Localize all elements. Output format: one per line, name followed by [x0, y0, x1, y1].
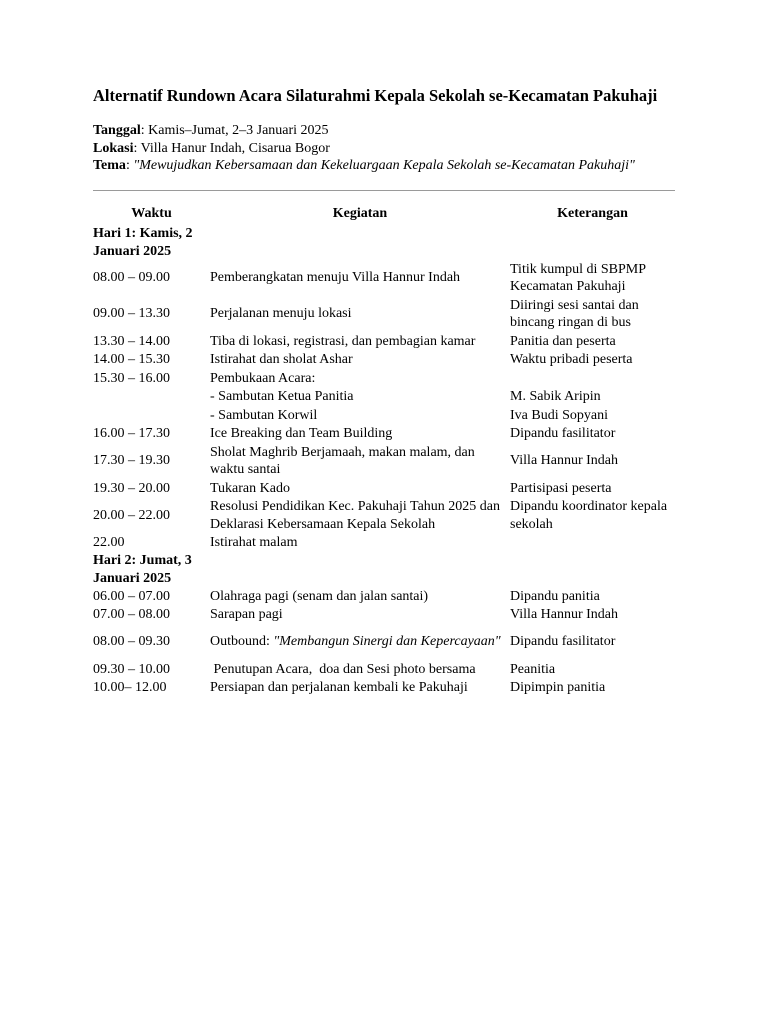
cell-note: Diiringi sesi santai dan bincang ringan di bus: [510, 297, 639, 330]
table-row: [93, 296, 675, 332]
cell-time: 08.00 – 09.30: [93, 634, 170, 650]
table-row: [93, 606, 675, 625]
lokasi-value: : Villa Hanur Indah, Cisarua Bogor: [133, 140, 330, 156]
meta-lokasi: [93, 140, 675, 158]
header-kegiatan: Kegiatan: [332, 205, 388, 221]
table-row: [93, 425, 675, 444]
cell-note: Partisipasi peserta: [510, 480, 612, 496]
cell-activity: [210, 624, 510, 660]
meta-tema: [93, 157, 675, 175]
table-row: [93, 498, 675, 534]
cell-note: Dipimpin panitia: [510, 680, 606, 695]
cell-activity: Persiapan dan perjalanan kembali ke Pakuhaji: [210, 680, 468, 695]
cell-time: 13.30 – 14.00: [93, 333, 170, 349]
cell-note: Dipandu koordinator kepala sekolah: [510, 499, 668, 532]
cell-time: [93, 406, 210, 425]
table-row: [93, 369, 675, 388]
document-page: [93, 86, 675, 697]
cell-note: Villa Hannur Indah: [510, 607, 619, 622]
cell-note: Titik kumpul di SBPMP Kecamatan Pakuhaji: [510, 261, 646, 294]
tema-label: Tema: [93, 158, 126, 173]
table-row: [93, 332, 675, 351]
cell-note: Iva Budi Sopyani: [510, 407, 608, 423]
cell-time: 20.00 – 22.00: [93, 507, 170, 523]
cell-activity: Resolusi Pendidikan Kec. Pakuhaji Tahun 2025 dan Deklarasi Kebersamaan Kepala Sekolah: [210, 499, 501, 532]
document-title: Alternatif Rundown Acara Silaturahmi Kepala Sekolah se-Kecamatan Pakuhaji: [93, 86, 658, 105]
tanggal-value: : Kamis–Jumat, 2–3 Januari 2025: [140, 123, 329, 138]
cell-note: Villa Hannur Indah: [510, 453, 619, 469]
table-header-row: [93, 203, 675, 226]
cell-time: 22.00: [93, 535, 125, 550]
day-1-heading: Hari 1: Kamis, 2 Januari 2025: [93, 226, 193, 259]
activity-prefix: Outbound:: [210, 634, 274, 650]
cell-note: Dipandu panitia: [510, 588, 600, 604]
cell-time: 17.30 – 19.30: [93, 453, 170, 469]
cell-time: 06.00 – 07.00: [93, 588, 170, 604]
day-heading-row: [93, 552, 675, 587]
cell-note: Panitia dan peserta: [510, 333, 616, 349]
cell-activity: Perjalanan menuju lokasi: [210, 306, 352, 322]
cell-activity: Penutupan Acara, doa dan Sesi photo bersama: [210, 661, 476, 677]
cell-time: [93, 388, 210, 407]
table-row: [93, 351, 675, 370]
cell-activity: Sarapan pagi: [210, 607, 283, 622]
horizontal-divider: [93, 190, 675, 191]
day-heading-row: [93, 225, 675, 260]
cell-time: 15.30 – 16.00: [93, 370, 170, 386]
cell-note: [510, 369, 675, 388]
tema-value: "Mewujudkan Kebersamaan dan Kekeluargaan Kepala Sekolah se-Kecamatan Pakuhaji": [133, 158, 635, 173]
tema-separator: :: [125, 158, 134, 173]
event-meta: [93, 122, 675, 175]
cell-note: Dipandu fasilitator: [510, 634, 616, 650]
table-row: [93, 406, 675, 425]
cell-activity: Tukaran Kado: [210, 480, 290, 496]
cell-note: M. Sabik Aripin: [510, 389, 601, 404]
day-2-heading: Hari 2: Jumat, 3 Januari 2025: [93, 553, 192, 586]
cell-activity: Tiba di lokasi, registrasi, dan pembagian kamar: [210, 333, 476, 349]
cell-time: 19.30 – 20.00: [93, 480, 170, 496]
tanggal-label: Tanggal: [93, 123, 141, 138]
table-row: [93, 260, 675, 296]
cell-time: 07.00 – 08.00: [93, 607, 170, 622]
table-row: [93, 679, 675, 698]
cell-activity: Olahraga pagi (senam dan jalan santai): [210, 588, 429, 604]
cell-time: 16.00 – 17.30: [93, 426, 170, 441]
cell-activity: Pemberangkatan menuju Villa Hannur Indah: [210, 270, 461, 286]
table-row: [93, 660, 675, 679]
cell-note: [510, 534, 675, 553]
cell-note: Waktu pribadi peserta: [510, 352, 633, 367]
cell-time: 10.00– 12.00: [93, 680, 167, 695]
cell-time: 09.00 – 13.30: [93, 306, 170, 322]
cell-activity: - Sambutan Ketua Panitia: [210, 389, 354, 404]
cell-activity: Ice Breaking dan Team Building: [210, 426, 393, 441]
cell-activity: Sholat Maghrib Berjamaah, makan malam, dan waktu santai: [210, 444, 475, 477]
cell-activity: Istirahat dan sholat Ashar: [210, 352, 353, 367]
table-row: [93, 534, 675, 553]
header-waktu: Waktu: [131, 205, 172, 221]
cell-note: Peanitia: [510, 661, 556, 677]
meta-tanggal: [93, 122, 675, 140]
rundown-table: [93, 203, 675, 698]
cell-note: Dipandu fasilitator: [510, 426, 616, 441]
cell-activity: Pembukaan Acara:: [210, 370, 316, 386]
header-keterangan: Keterangan: [557, 205, 628, 221]
table-row: [93, 479, 675, 498]
activity-emphasis: "Membangun Sinergi dan Kepercayaan": [273, 634, 501, 650]
cell-time: 14.00 – 15.30: [93, 352, 170, 367]
cell-time: 09.30 – 10.00: [93, 661, 170, 677]
table-row: [93, 587, 675, 606]
cell-activity: Istirahat malam: [210, 535, 298, 550]
table-row: [93, 388, 675, 407]
cell-activity: - Sambutan Korwil: [210, 407, 318, 423]
lokasi-label: Lokasi: [93, 140, 134, 156]
table-row: [93, 443, 675, 479]
table-row: [93, 624, 675, 660]
cell-time: 08.00 – 09.00: [93, 270, 170, 286]
